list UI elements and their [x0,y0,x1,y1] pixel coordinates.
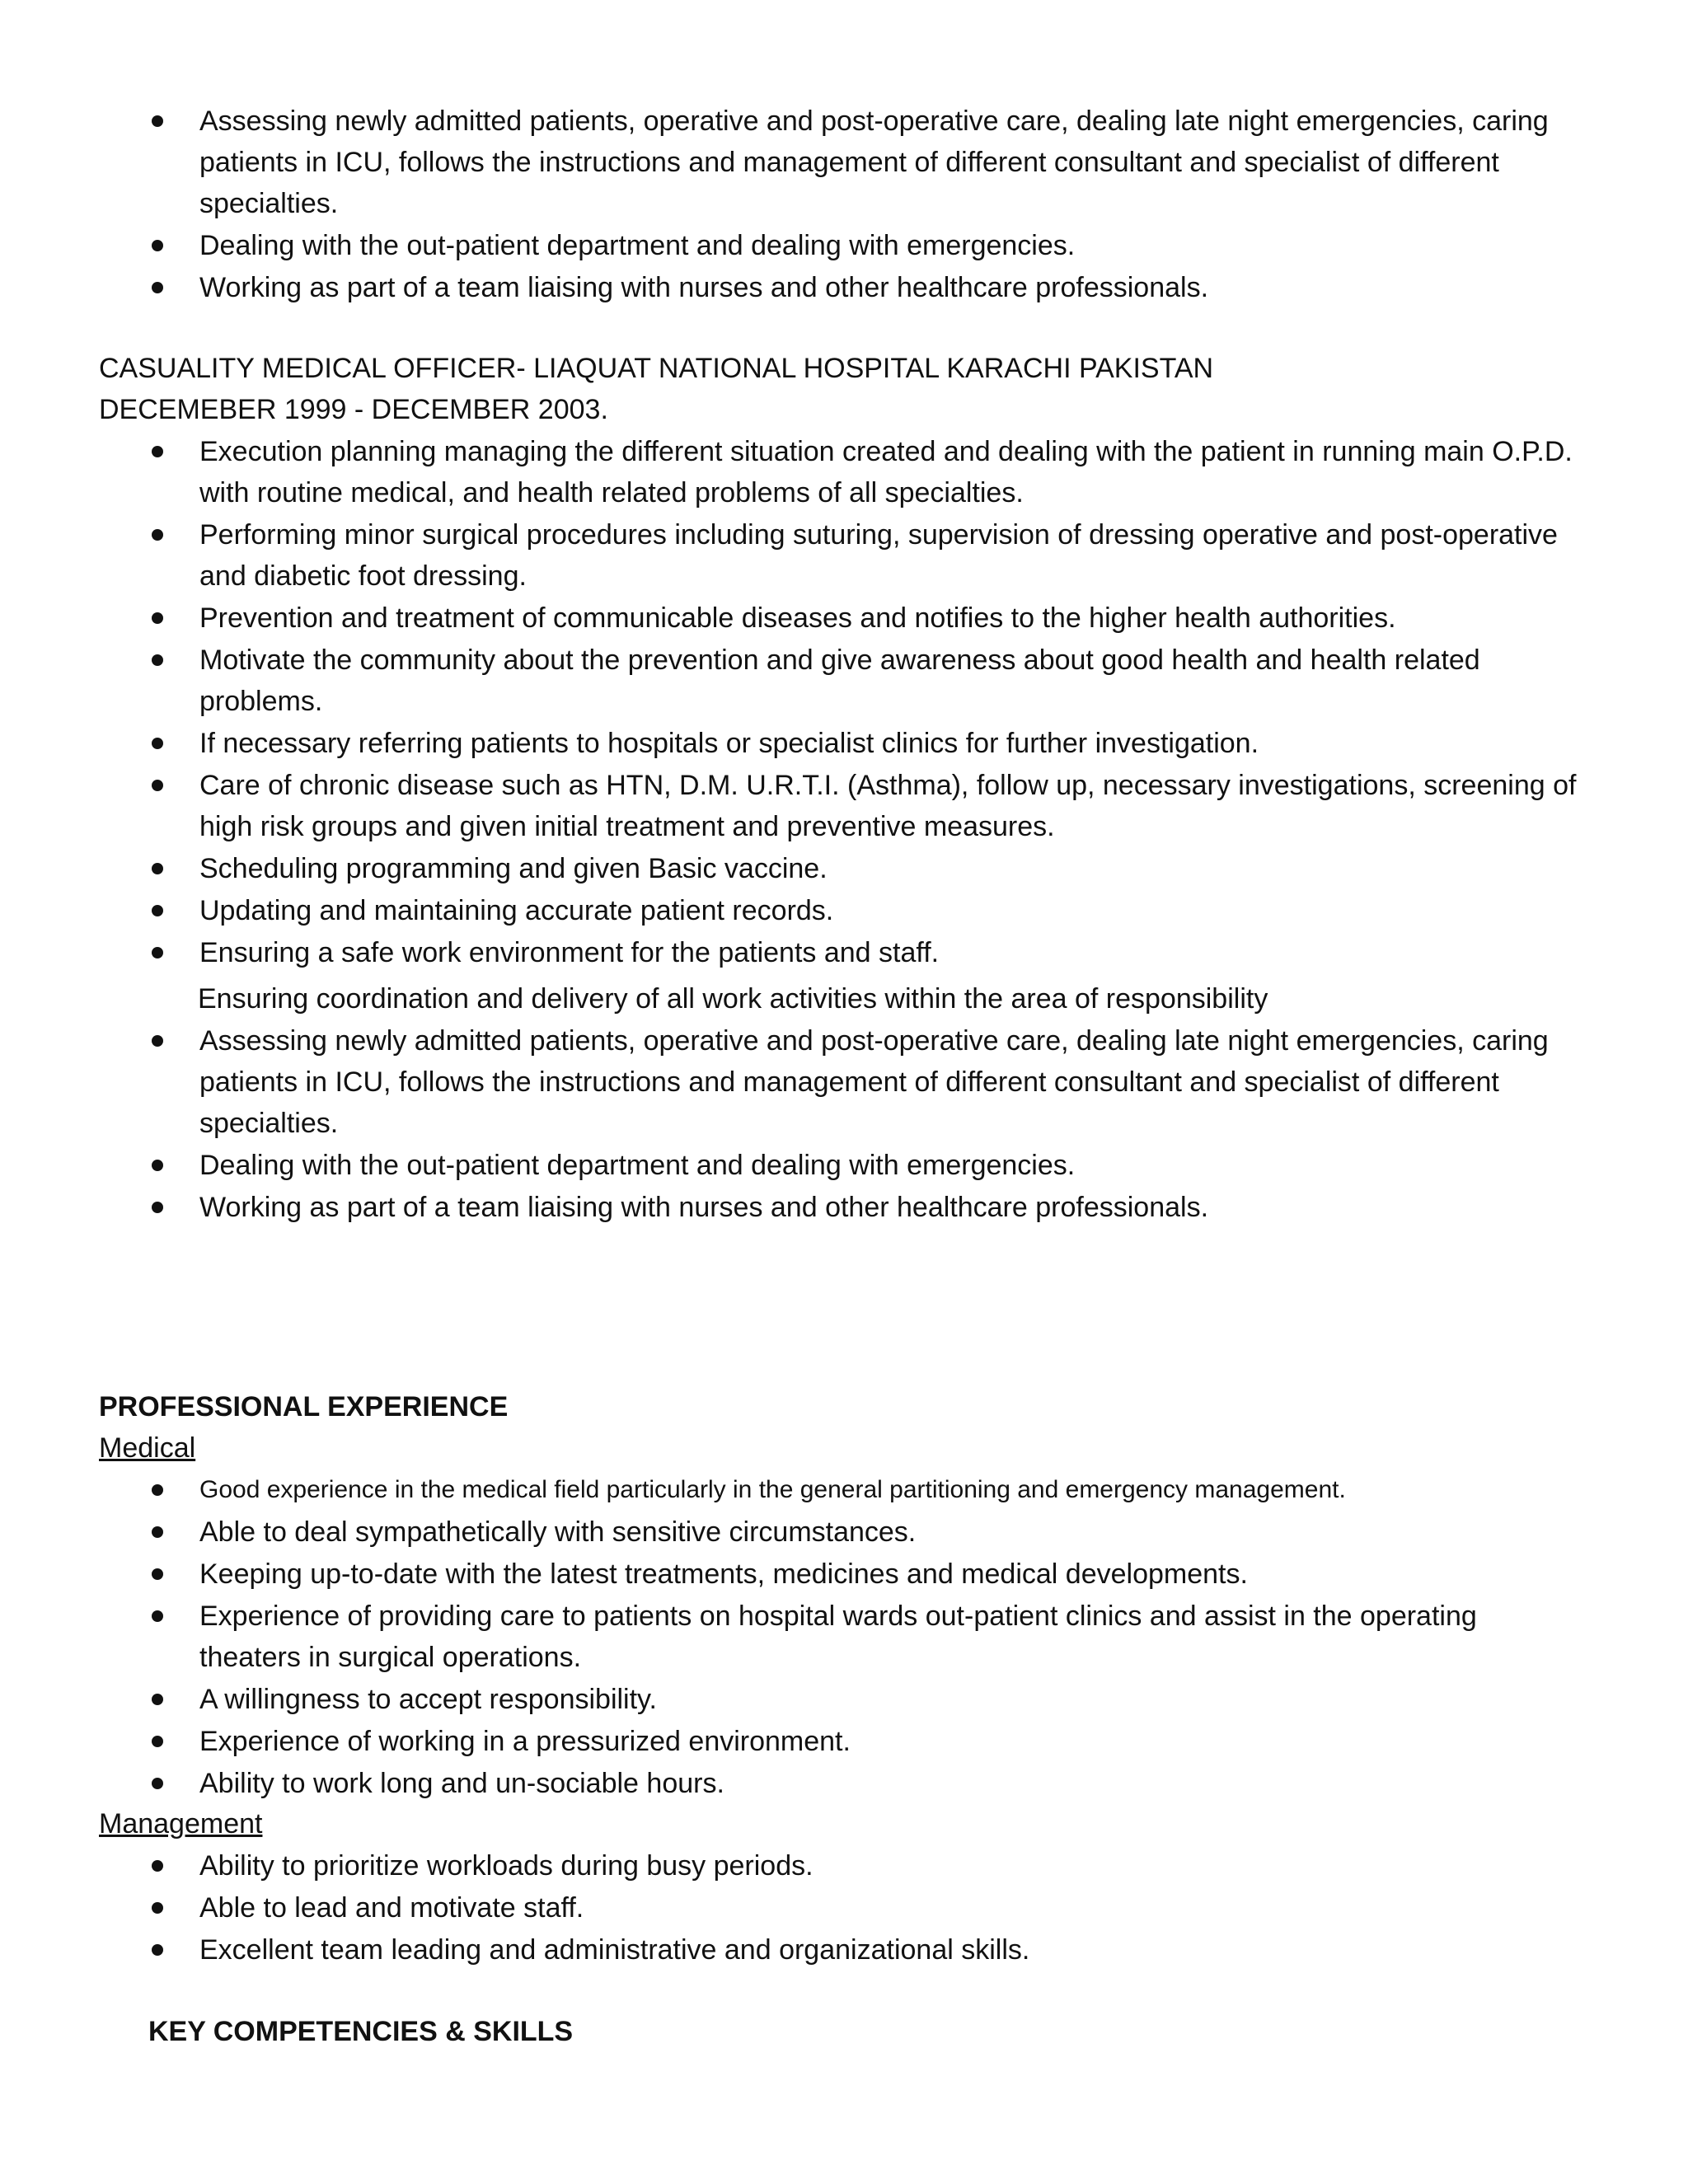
bullet-icon [152,863,163,874]
list-item: Keeping up-to-date with the latest treatments, medicines and medical developments. [0,1554,1615,1595]
bullet-icon [152,282,163,293]
bullet-icon [152,115,163,127]
continuation-line: Ensuring coordination and delivery of all work activities within the area of responsibility [198,983,1268,1015]
bullet-icon [152,1035,163,1047]
casuality-bullet-list [0,431,1615,974]
list-item: Prevention and treatment of communicable diseases and notifies to the higher health authorities. [0,598,1615,639]
list-item: Dealing with the out-patient department and dealing with emergencies. [0,1145,1615,1186]
list-item: Assessing newly admitted patients, operative and post-operative care, dealing late night emergencies, caring patients in ICU, follows the instructions and management of different consultant and specialist of different specialties. [0,101,1615,224]
list-item: Ability to prioritize workloads during busy periods. [0,1845,1615,1886]
list-item: Performing minor surgical procedures including suturing, supervision of dressing operative and post-operative and diabetic foot dressing. [0,514,1615,597]
bullet-icon [152,654,163,666]
list-item: Working as part of a team liaising with nurses and other healthcare professionals. [0,1187,1615,1228]
list-item: Assessing newly admitted patients, operative and post-operative care, dealing late night emergencies, caring patients in ICU, follows the instructions and management of different consultant and specialist of different specialties. [0,1020,1615,1144]
list-item: If necessary referring patients to hospitals or specialist clinics for further investigation. [0,723,1615,764]
bullet-icon [152,1526,163,1538]
management-bullet-list [0,1845,1615,1971]
top-bullet-list [0,101,1615,309]
list-item: Ability to work long and un-sociable hours. [0,1763,1615,1804]
list-item: Working as part of a team liaising with nurses and other healthcare professionals. [0,267,1615,308]
bullet-icon [152,1568,163,1580]
list-item: Experience of working in a pressurized environment. [0,1721,1615,1762]
bullet-icon [152,1484,163,1496]
bullet-icon [152,947,163,958]
section-heading-competencies: KEY COMPETENCIES & SKILLS [148,2016,574,2047]
bullet-icon [152,1778,163,1789]
bullet-icon [152,905,163,916]
list-item: Execution planning managing the different situation created and dealing with the patient in running main O.P.D. with routine medical, and health related problems of all specialties. [0,431,1615,513]
list-item: Experience of providing care to patients on hospital wards out-patient clinics and assist in the operating theaters in surgical operations. [0,1596,1615,1678]
list-item: Motivate the community about the prevention and give awareness about good health and health related problems. [0,640,1615,722]
bullet-icon [152,780,163,791]
list-item: Able to lead and motivate staff. [0,1887,1615,1929]
medical-bullet-list [0,1469,1615,1805]
bullet-icon [152,1944,163,1956]
list-item: Good experience in the medical field particularly in the general partitioning and emergency management. [0,1469,1615,1511]
subheading-management: Management [99,1808,263,1840]
list-item: Dealing with the out-patient department and dealing with emergencies. [0,225,1615,266]
list-item: Updating and maintaining accurate patient records. [0,890,1615,931]
subheading-medical: Medical [99,1432,196,1464]
bullet-icon [152,1694,163,1705]
bullet-icon [152,529,163,541]
job-title: CASUALITY MEDICAL OFFICER- LIAQUAT NATIONAL HOSPITAL KARACHI PAKISTAN [99,353,1214,384]
bullet-icon [152,240,163,251]
bullet-icon [152,738,163,749]
job-dates: DECEMEBER 1999 - DECEMBER 2003. [99,394,608,425]
bullet-icon [152,446,163,457]
bullet-icon [152,612,163,624]
list-item: Care of chronic disease such as HTN, D.M. U.R.T.I. (Asthma), follow up, necessary investigations, screening of high risk groups and given initial treatment and preventive measures. [0,765,1615,847]
bullet-icon [152,1610,163,1622]
bullet-icon [152,1736,163,1747]
list-item: Ensuring a safe work environment for the patients and staff. [0,932,1615,973]
casuality-bullet-list-2 [0,1020,1615,1229]
list-item: Scheduling programming and given Basic vaccine. [0,848,1615,889]
bullet-icon [152,1160,163,1171]
bullet-icon [152,1860,163,1872]
section-heading-professional: PROFESSIONAL EXPERIENCE [99,1391,509,1422]
list-item: A willingness to accept responsibility. [0,1679,1615,1720]
bullet-icon [152,1902,163,1914]
list-item: Able to deal sympathetically with sensitive circumstances. [0,1511,1615,1553]
bullet-icon [152,1202,163,1213]
list-item: Excellent team leading and administrative and organizational skills. [0,1929,1615,1971]
